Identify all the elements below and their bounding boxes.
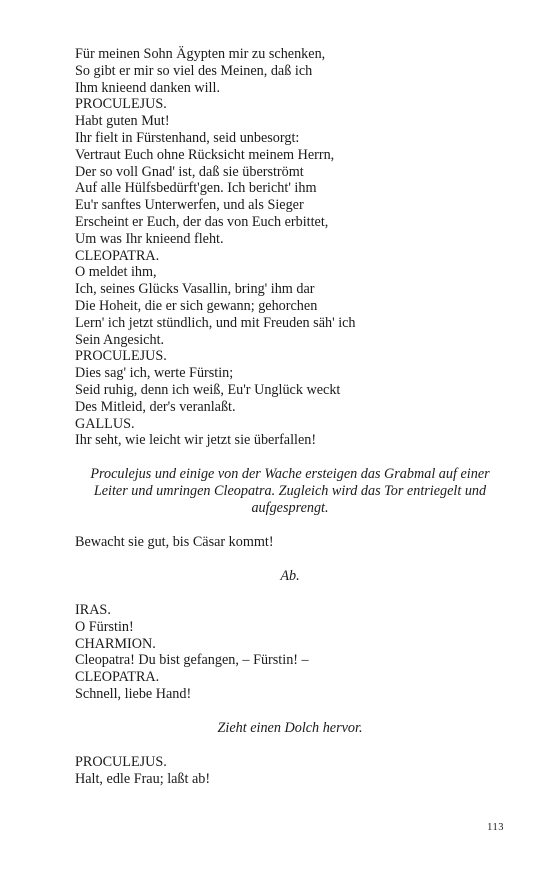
speaker-name: CHARMION. [75,635,156,652]
speaker-name: GALLUS. [75,415,135,432]
text-line: O meldet ihm, [75,264,157,281]
page-body [75,46,505,787]
text-line: So gibt er mir so viel des Meinen, daß ich [75,62,313,79]
speaker-name: PROCULEJUS. [75,348,167,365]
dialogue-block-2 [75,602,505,703]
text-line: Für meinen Sohn Ägypten mir zu schenken, [75,46,326,62]
text-line: Um was Ihr knieend fleht. [75,230,224,247]
text-line: Cleopatra! Du bist gefangen, – Fürstin! – [75,652,309,669]
text-line: Ich, seines Glücks Vasallin, bring' ihm dar [75,281,315,298]
dialogue-block-3 [75,754,505,788]
stage-direction: Proculejus und einige von der Wache ersteigen das Grabmal auf einer Leiter und umringen Cleopatra. Zugleich wird das Tor entriegelt und aufgesprengt. [90,466,490,517]
text-line: Eu'r sanftes Unterwerfen, und als Sieger [75,197,304,214]
text-line: Ihr fielt in Fürstenhand, seid unbesorgt: [75,129,300,146]
speaker-name: PROCULEJUS. [75,753,167,770]
text-line: Bewacht sie gut, bis Cäsar kommt! [75,534,274,551]
text-line: Die Hoheit, die er sich gewann; gehorchen [75,297,318,314]
text-line: Habt guten Mut! [75,113,170,130]
speaker-name: PROCULEJUS. [75,96,167,113]
speaker-name: CLEOPATRA. [75,669,160,686]
text-line: Des Mitleid, der's veranlaßt. [75,398,236,415]
text-line: Ihr seht, wie leicht wir jetzt sie überfallen! [75,432,317,449]
text-line: Auf alle Hülfsbedürft'gen. Ich bericht' ihm [75,180,317,197]
text-line: Sein Angesicht. [75,331,165,348]
text-line: Ihm knieend danken will. [75,79,220,96]
text-line: Erscheint er Euch, der das von Euch erbittet, [75,213,329,230]
speaker-name: IRAS. [75,601,111,618]
text-line: Dies sag' ich, werte Fürstin; [75,365,234,382]
text-line: Seid ruhig, denn ich weiß, Eu'r Unglück weckt [75,381,341,398]
page-number: 113 [487,822,504,833]
text-line: Der so voll Gnad' ist, daß sie überströmt [75,163,304,180]
stage-direction: Ab. [280,567,300,584]
text-line: Lern' ich jetzt stündlich, und mit Freuden säh' ich [75,314,356,331]
stage-direction: Zieht einen Dolch hervor. [217,719,363,736]
text-line: Vertraut Euch ohne Rücksicht meinem Herrn, [75,146,335,163]
text-line: Halt, edle Frau; laßt ab! [75,770,211,787]
speaker-name: CLEOPATRA. [75,247,160,264]
dialogue-block-1 [75,46,505,449]
text-line: O Fürstin! [75,618,134,635]
text-line: Schnell, liebe Hand! [75,685,192,702]
